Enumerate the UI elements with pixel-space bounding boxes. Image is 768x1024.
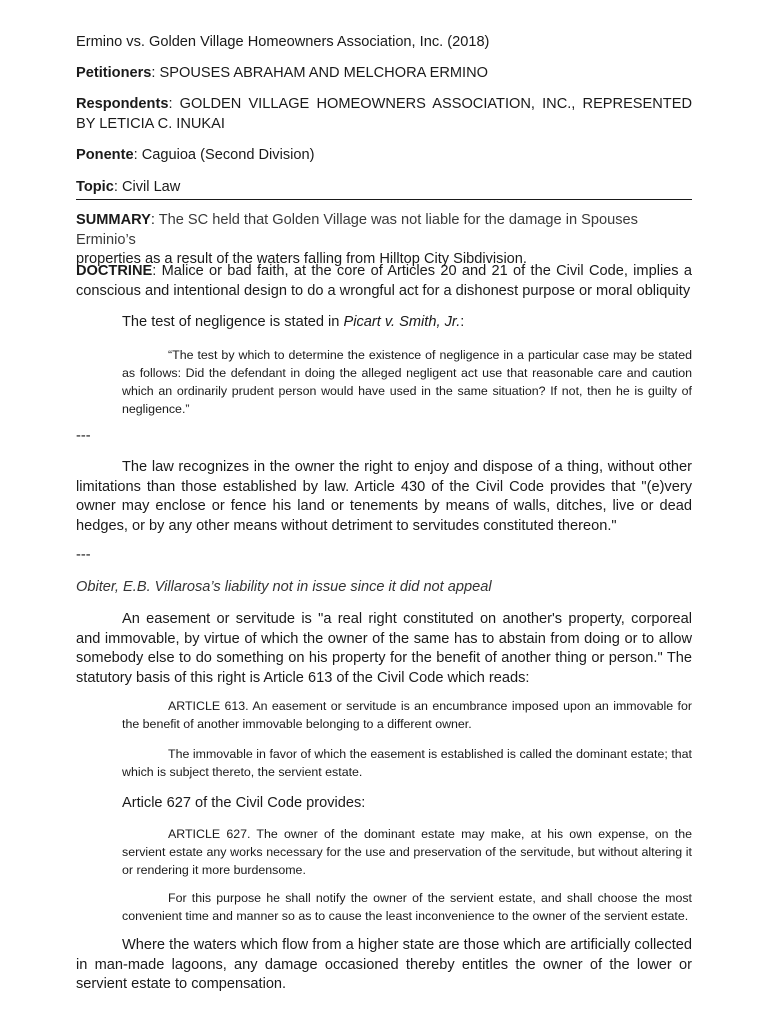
- doctrine-paragraph: DOCTRINE: Malice or bad faith, at the core of Articles 20 and 21 of the Civil Code, implies a conscious and intentional design to do a wrongful act for a dishonest purpose or moral obliquity: [76, 263, 693, 299]
- respondents-label: Respondents: [76, 96, 169, 112]
- topic-line: Topic: Civil Law: [76, 179, 181, 195]
- petitioners-line: Petitioners: SPOUSES ABRAHAM AND MELCHORA ERMINO: [76, 65, 488, 81]
- respondents-line: Respondents: GOLDEN VILLAGE HOMEOWNERS ASSOCIATION, INC., REPRESENTED BY LETICIA C. INUKAI: [76, 96, 692, 132]
- summary-text-1: The SC held that Golden Village was not liable for the damage in Spouses Erminio’s: [76, 212, 638, 248]
- ownership-paragraph: The law recognizes in the owner the right to enjoy and dispose of a thing, without other limitations than those established by law. Article 430 of the Civil Code provides that "(e)very owner may enclose or fence his land or tenements by means of walls, ditches, live or dead hedges, or by any other means without detriment to servitudes constituted thereon.": [76, 459, 692, 534]
- article-627-para-1: ARTICLE 627. The owner of the dominant estate may make, at his own expense, on the servient estate any works necessary for the use and preservation of the servitude, but without altering it or rendering it more burdensome.: [122, 827, 692, 877]
- petitioners-value: SPOUSES ABRAHAM AND MELCHORA ERMINO: [159, 65, 488, 81]
- ponente-label: Ponente: [76, 147, 134, 163]
- ponente-value: Caguioa (Second Division): [141, 147, 315, 163]
- negligence-intro-text: The test of negligence is stated in: [122, 314, 340, 330]
- ponente-line: Ponente: Caguioa (Second Division): [76, 147, 315, 163]
- doctrine-text: Malice or bad faith, at the core of Articles 20 and 21 of the Civil Code, implies a conscious and intentional design to do a wrongful act for a dishonest purpose or moral obliquity: [76, 263, 693, 299]
- header-divider: [76, 199, 692, 200]
- topic-value: Civil Law: [121, 179, 181, 195]
- separator-2: ---: [76, 547, 91, 563]
- respondents-value: GOLDEN VILLAGE HOMEOWNERS ASSOCIATION, INC., REPRESENTED BY LETICIA C. INUKAI: [76, 96, 692, 132]
- obiter-line: Obiter, E.B. Villarosa’s liability not in issue since it did not appeal: [76, 579, 492, 595]
- article-627-para-2: For this purpose he shall notify the owner of the servient estate, and shall choose the most convenient time and manner so as to cause the least inconvenience to the owner of the servient estate.: [122, 891, 692, 923]
- petitioners-label: Petitioners: [76, 65, 152, 81]
- topic-label: Topic: [76, 179, 114, 195]
- case-title: Ermino vs. Golden Village Homeowners Association, Inc. (2018): [76, 34, 490, 50]
- summary-text-2: properties as a result of the waters falling from Hilltop City Sibdivision.: [76, 251, 527, 267]
- negligence-case-cite: Picart v. Smith, Jr.: [343, 314, 461, 330]
- negligence-quote: “The test by which to determine the existence of negligence in a particular case may be stated as follows: Did the defendant in doing the alleged negligent act use that reasonable care and caution which an ordinarily prudent person would have used in the same situation? If not, then he is guilty of negligence.”: [122, 348, 692, 416]
- waters-paragraph: Where the waters which flow from a higher state are those which are artificially collected in man-made lagoons, any damage occasioned thereby entitles the owner of the lower or servient estate to compensation.: [76, 937, 692, 992]
- article-613-para-2: The immovable in favor of which the easement is established is called the dominant estate; that which is subject thereto, the servient estate.: [122, 747, 692, 779]
- negligence-colon: :: [460, 314, 465, 330]
- article-627-intro: Article 627 of the Civil Code provides:: [122, 795, 366, 811]
- article-613-para-1: ARTICLE 613. An easement or servitude is an encumbrance imposed upon an immovable for the benefit of another immovable belonging to a different owner.: [122, 699, 692, 731]
- summary-label: SUMMARY: [76, 212, 151, 228]
- doctrine-label: DOCTRINE: [76, 263, 153, 279]
- negligence-intro: [76, 313, 692, 333]
- separator-1: ---: [76, 428, 91, 444]
- easement-paragraph: An easement or servitude is "a real right constituted on another's property, corporeal and immovable, by virtue of which the owner of the same has to abstain from doing or to allow somebody else to do something on his property for the benefit of another thing or person." The statutory basis of this right is Article 613 of the Civil Code which reads:: [76, 611, 692, 686]
- summary-paragraph: SUMMARY: The SC held that Golden Village was not liable for the damage in Spouses Erminio’s properties as a result of the waters falling from Hilltop City Sibdivision.: [76, 212, 638, 267]
